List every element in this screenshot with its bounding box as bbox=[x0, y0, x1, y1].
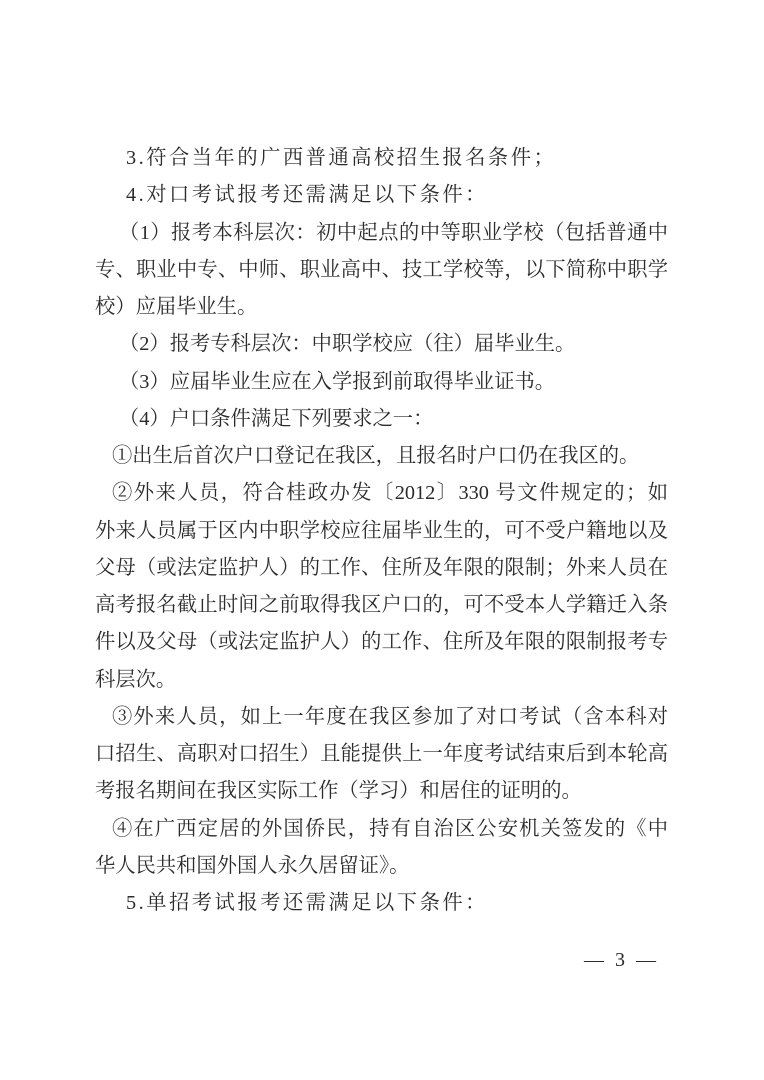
text-line: ③外来人员，如上一年度在我区参加了对口考试（含本科对 bbox=[112, 705, 668, 728]
text-line: 件以及父母（或法定监护人）的工作、住所及年限的限制报考专 bbox=[95, 631, 668, 654]
text-line: 3.符合当年的广西普通高校招生报名条件； bbox=[126, 147, 557, 169]
text-line: 高考报名截止时间之前取得我区户口的，可不受本人学籍迁入条 bbox=[95, 594, 668, 616]
text-line: 父母（或法定监护人）的工作、住所及年限的限制；外来人员在 bbox=[95, 556, 668, 579]
text-line: ①出生后首次户口登记在我区，且报名时户口仍在我区的。 bbox=[112, 445, 640, 467]
text-line: 科层次。 bbox=[95, 668, 177, 691]
text-line: ②外来人员，符合桂政办发〔2012〕330 号文件规定的；如 bbox=[112, 482, 668, 505]
text-line: 校）应届毕业生。 bbox=[95, 296, 258, 318]
page-number: — 3 — bbox=[584, 949, 659, 971]
text-line: 华人民共和国外国人永久居留证》。 bbox=[95, 854, 410, 877]
text-line: （1）报考本科层次：初中起点的中等职业学校（包括普通中 bbox=[119, 221, 668, 244]
text-line: （3）应届毕业生应在入学报到前取得毕业证书。 bbox=[119, 370, 556, 393]
text-line: 专、职业中专、中师、职业高中、技工学校等，以下简称中职学 bbox=[95, 258, 668, 281]
document-body-text bbox=[95, 140, 668, 922]
text-line: ④在广西定居的外国侨民，持有自治区公安机关签发的《中 bbox=[112, 817, 668, 840]
text-line: 口招生、高职对口招生）且能提供上一年度考试结束后到本轮高 bbox=[95, 743, 668, 765]
text-line: 考报名期间在我区实际工作（学习）和居住的证明的。 bbox=[95, 780, 582, 803]
text-line: （2）报考专科层次：中职学校应（往）届毕业生。 bbox=[119, 333, 576, 356]
text-line: 5.单招考试报考还需满足以下条件： bbox=[126, 892, 488, 914]
text-line: 外来人员属于区内中职学校应往届毕业生的，可不受户籍地以及 bbox=[95, 519, 668, 542]
text-line: 4.对口考试报考还需满足以下条件： bbox=[126, 184, 488, 207]
text-line: （4）户口条件满足下列要求之一： bbox=[119, 407, 434, 430]
